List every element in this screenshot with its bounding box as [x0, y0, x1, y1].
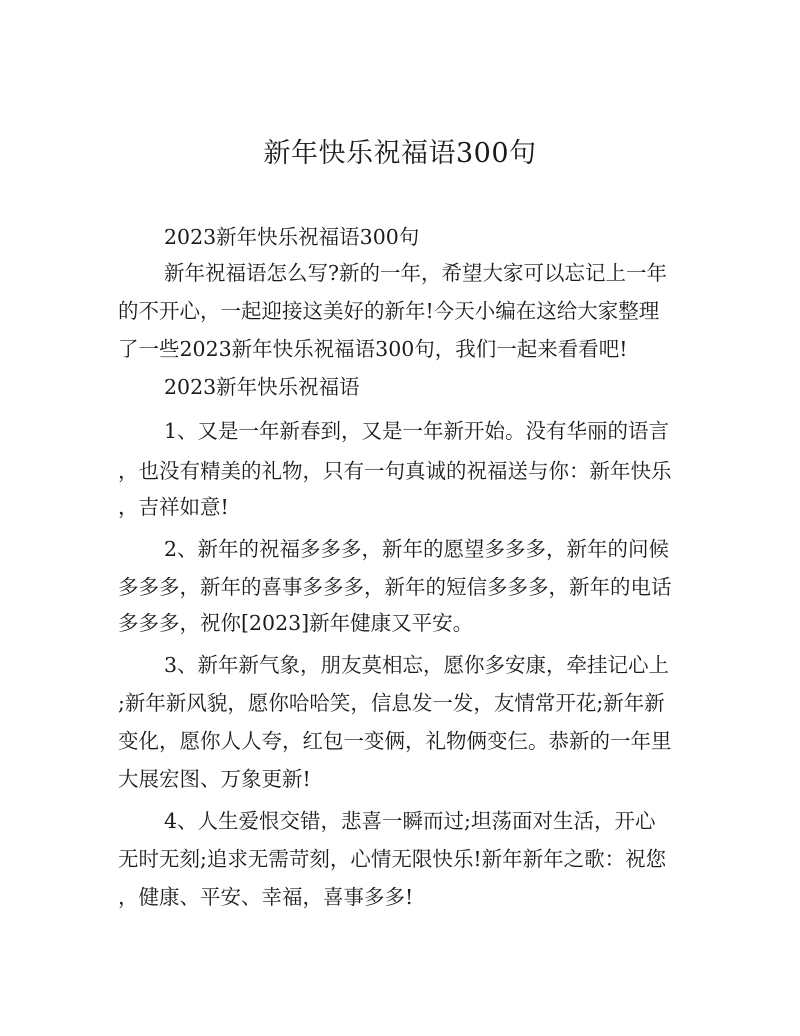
- body-line: 1、又是一年新春到，又是一年新开始。没有华丽的语言: [164, 419, 670, 443]
- body-line: ;新年新风貌，愿你哈哈笑，信息发一发，友情常开花;新年新: [118, 691, 665, 715]
- body-line: 无时无刻;追求无需苛刻，心情无限快乐!新年新年之歌：祝您: [118, 847, 667, 871]
- section-heading: 2023新年快乐祝福语: [164, 375, 360, 399]
- page-title: 新年快乐祝福语300句: [263, 138, 537, 169]
- body-line: 新年祝福语怎么写?新的一年，希望大家可以忘记上一年: [164, 261, 667, 285]
- body-line: 多多多，祝你[2023]新年健康又平安。: [118, 611, 474, 635]
- body-line: ，吉祥如意!: [118, 495, 229, 519]
- subtitle-line: 2023新年快乐祝福语300句: [164, 225, 420, 249]
- body-line: 了一些2023新年快乐祝福语300句，我们一起来看看吧!: [118, 337, 628, 361]
- body-line: 3、新年新气象，朋友莫相忘，愿你多安康，牵挂记心上: [164, 653, 670, 677]
- body-line: 大展宏图、万象更新!: [118, 767, 311, 791]
- body-line: ，健康、平安、幸福，喜事多多!: [118, 885, 414, 909]
- body-line: 4、人生爱恨交错，悲喜一瞬而过;坦荡面对生活，开心: [164, 809, 656, 833]
- body-line: 变化，愿你人人夸，红包一变俩，礼物俩变仨。恭新的一年里: [118, 729, 672, 753]
- body-line: 的不开心，一起迎接这美好的新年!今天小编在这给大家整理: [118, 299, 660, 323]
- body-line: ，也没有精美的礼物，只有一句真诚的祝福送与你：新年快乐: [118, 459, 672, 483]
- body-line: 多多多，新年的喜事多多多，新年的短信多多多，新年的电话: [118, 575, 672, 599]
- body-line: 2、新年的祝福多多多，新年的愿望多多多，新年的问候: [164, 537, 670, 561]
